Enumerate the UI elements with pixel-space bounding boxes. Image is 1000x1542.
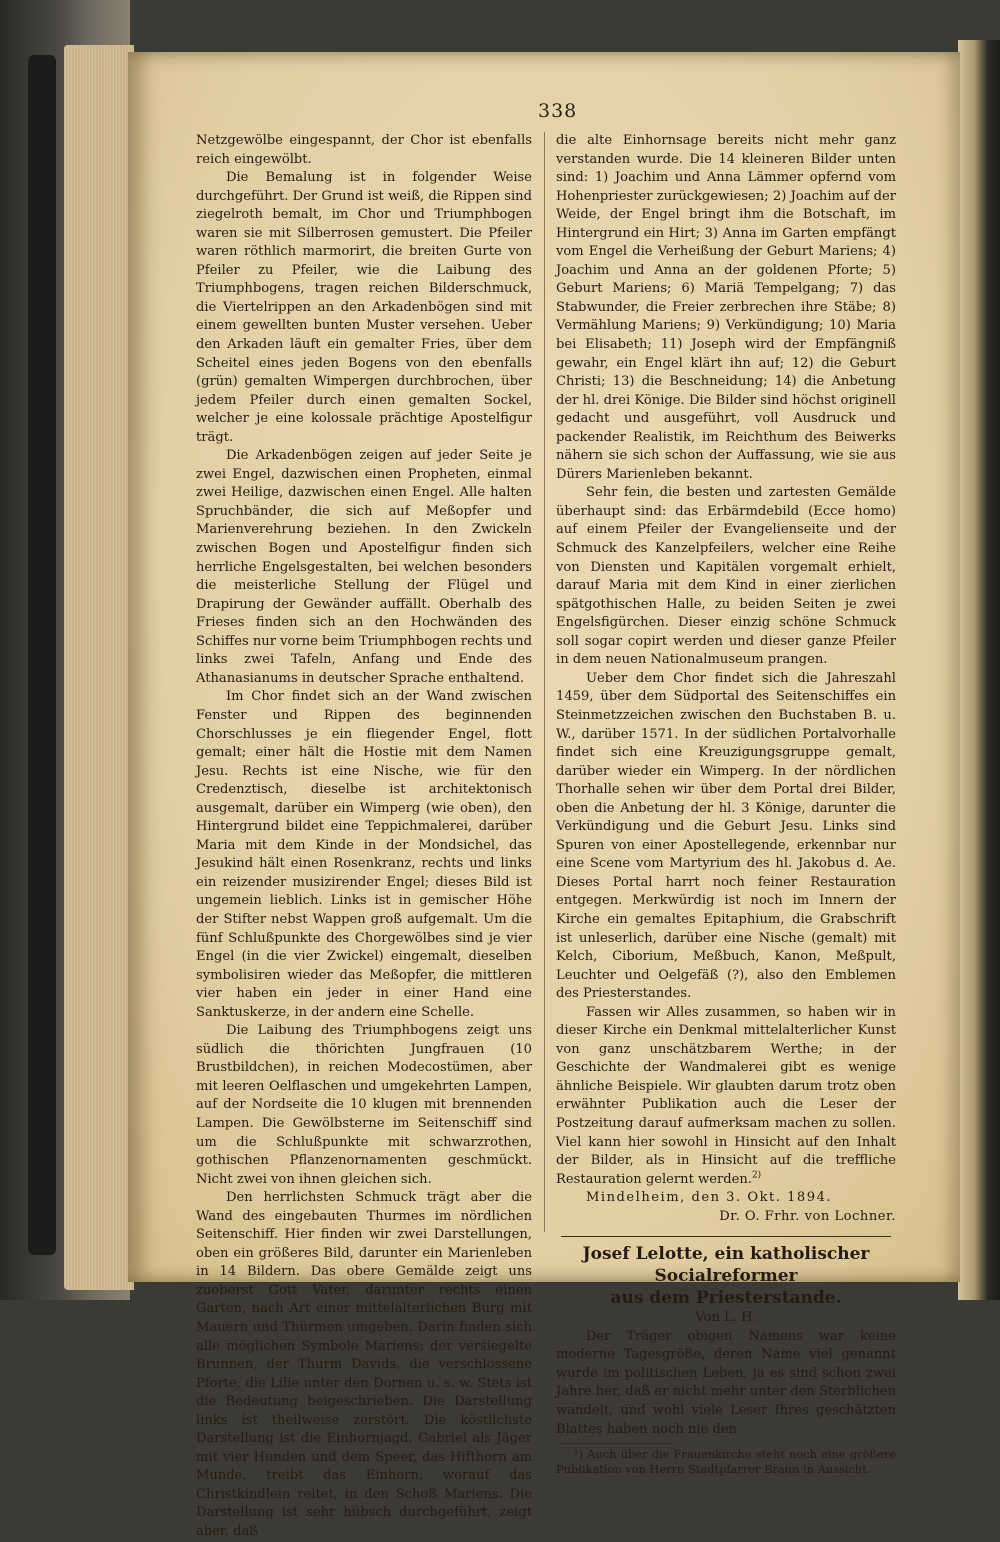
paragraph xyxy=(556,1004,896,1189)
column-divider xyxy=(544,132,545,1232)
paragraph: Ueber dem Chor findet sich die Jahreszahl 1459, über dem Südportal des Seitenschiffes ein Steinmetzzeichen zwischen den Buchstaben B. u. W., darüber 1571. In der südlichen Portalvorhalle findet sich eine Kreuzigungsgruppe gemalt, darüber wieder ein Wimperg. In der nördlichen Thorhalle sehen wir über dem Portal drei Bilder, oben die Anbetung der hl. 3 Könige, darunter die Verkündigung und die Geburt Jesu. Links sind Spuren von einer Apostellegende, erkennbar nur eine Scene vom Martyrium des hl. Jakobus d. Ae. Dieses Portal harrt noch feiner Restauration entgegen. Merkwürdig ist noch im Innern der Kirche ein gemaltes Epitaphium, die Grabschrift ist unleserlich, darüber eine Nische (gemalt) mit Kelch, Ciborium, Meßbuch, Kanon, Meßpult, Leuchter und Oelgefäß (?), also den Emblemen des Priesterstandes. xyxy=(556,670,896,1002)
footnote: ²) Auch über die Frauenkirche steht noch eine größere Publikation von Herrn Stadtpfarrer Braun in Aussicht. xyxy=(556,1447,896,1477)
page-number: 338 xyxy=(538,100,578,122)
paragraph: Die Laibung des Triumphbogens zeigt uns südlich die thörichten Jungfrauen (10 Brustbildchen), in reichen Modecostümen, aber mit leeren Oelflaschen und umgekehrten Lampen, auf der Nordseite die 10 klugen mit brennenden Lampen. Die Gewölbsterne im Seitenschiff sind um die Schlußpunkte mit schwarzrothen, gothischen Pflanzenornamenten geschmückt. Nicht zwei von ihnen gleichen sich. xyxy=(196,1023,532,1187)
article-title-line-2: aus dem Priesterstande. xyxy=(610,1288,842,1309)
left-column xyxy=(196,132,532,1542)
dateline: Mindelheim, den 3. Okt. 1894. xyxy=(586,1190,833,1206)
article-body: Der Träger obigen Namens war keine moderne Tagesgröße, deren Name viel genannt wurde im politischen Leben, ja es sind schon zwei Jahre her, daß er nicht mehr unter den Sterblichen wandelt, und wohl viele Leser Ihres geschätzten Blattes haben noch nie den xyxy=(556,1328,896,1437)
footnote-reference: 2) xyxy=(751,1170,762,1181)
paragraph: Im Chor findet sich an der Wand zwischen Fenster und Rippen des beginnenden Chorschlusses je ein fliegender Engel, flott gemalt; einer hält die Hostie mit dem Namen Jesu. Rechts ist eine Nische, wie für den Credenztisch, dieselbe ist architektonisch ausgemalt, darüber ein Wimperg (wie oben), den Hintergrund bildet eine Teppichmalerei, darüber Maria mit dem Kinde in der Mondsichel, das Jesukind hält einen Rosenkranz, rechts und links ein reizender musizirender Engel; dieses Bild ist ungemein lieblich. Links ist in gemischer Höhe der Stifter nebst Wappen groß aufgemalt. Um die fünf Schlußpunkte des Chorgewölbes sind je vier Engel (in die vier Zwickel) eingemalt, dieselben symbolisiren wieder das Meßopfer, die mittleren vier haben ein jeder in einer Hand eine Sanktuskerze, in der andern eine Schelle. xyxy=(196,689,532,1020)
paragraph: Die Bemalung ist in folgender Weise durchgeführt. Der Grund ist weiß, die Rippen sind ziegelroth bemalt, im Chor und Triumphbogen waren sie mit Silberrosen gemustert. Die Pfeiler waren röthlich marmorirt, die breiten Gurte von Pfeiler zu Pfeiler, wie die Laibung des Triumphbogens, tragen reichen Bilderschmuck, die Viertelrippen an den Arkadenbögen sind mit einem gewellten bunten Muster versehen. Ueber den Arkaden läuft ein gemalter Fries, über dem Scheitel eines jeden Bogens von den ebenfalls (grün) gemalten Wimpergen durchbrochen, über jedem Pfeiler durch einen gemalten Sockel, welcher je eine kolossale prächtige Apostelfigur trägt. xyxy=(196,170,532,445)
footnote-rule xyxy=(556,1443,676,1444)
paragraph: die alte Einhornsage bereits nicht mehr ganz verstanden wurde. Die 14 kleineren Bilder unten sind: 1) Joachim und Anna Lämmer opfernd vom Hohenpriester zurückgewiesen; 2) Joachim auf der Weide, der Engel bringt ihm die Botschaft, im Hintergrund ein Hirt; 3) Anna im Garten empfängt vom Engel die Verheißung der Geburt Mariens; 4) Joachim und Anna an der goldenen Pforte; 5) Geburt Mariens; 6) Mariä Tempelgang; 7) das Stabwunder, die Freier zerbrechen ihre Stäbe; 8) Vermählung Mariens; 9) Verkündigung; 10) Maria bei Elisabeth; 11) Joseph wird der Empfängniß gewahr, ein Engel klärt ihn auf; 12) die Geburt Christi; 13) die Beschneidung; 14) die Anbetung der hl. drei Könige. Die Bilder sind höchst originell gedacht und ausgeführt, voll Ausdruck und packender Realistik, im Reichthum des Beiwerks nähern sie sich schon der Auffassung, wie sie aus Dürers Marienleben bekannt. xyxy=(556,133,896,482)
paragraph: Die Arkadenbögen zeigen auf jeder Seite je zwei Engel, dazwischen einen Propheten, einmal zwei Heilige, dazwischen einen Engel. Alle halten Spruchbänder, die sich auf Meßopfer und Marienverehrung beziehen. In den Zwickeln zwischen Bogen und Apostelfigur finden sich herrliche Engelsgestalten, bei welchen besonders die meisterliche Stellung der Flügel und Drapirung der Gewänder auffällt. Oberhalb des Frieses finden sich an den Hochwänden des Schiffes nur vorne beim Triumphbogen rechts und links zwei Tafeln, Anfang und Ende des Athanasianums in deutscher Sprache enthaltend. xyxy=(196,448,532,686)
paragraph-text: Fassen wir Alles zusammen, so haben wir in dieser Kirche ein Denkmal mittelalterlicher Kunst von ganz unschätzbarem Werthe; in der Geschichte der Wandmalerei gibt es wenige ähnliche Beispiele. Wir glaubten darum trotz oben erwähnter Publikation auch die Leser der Postzeitung darauf aufmerksam machen zu sollen. Viel kann hier sowohl in Hinsicht auf den Inhalt der Bilder, als in Hinsicht auf die treffliche Restauration gelernt werden. xyxy=(556,1004,896,1187)
paragraph: Den herrlichsten Schmuck trägt aber die Wand des eingebauten Thurmes im nördlichen Seitenschiff. Hier finden wir zwei Darstellungen, oben ein größeres Bild, darunter ein Marienleben in 14 Bildern. Das obere Gemälde zeigt uns zuoberst Gott Vater, darunter rechts einen Garten, nach Art einer mittelalterlichen Burg mit Mauern und Thürmen umgeben. Darin finden sich alle möglichen Symbole Mariens: der versiegelte Brunnen, der Thurm Davids, die verschlossene Pforte, die Lilie unter den Dornen u. s. w. Stets ist die Bedeutung beigeschrieben. Die Darstellung links ist theilweise zerstört. Die köstlichste Darstellung ist die Einhornjagd. Gabriel als Jäger mit vier Hunden und dem Speer, das Hifthorn am Munde, treibt das Einhorn, worauf das Christkindlein reitet, in den Schoß Mariens. Die Darstellung ist sehr hübsch durchgeführt, zeigt aber, daß xyxy=(196,1190,532,1540)
article-byline: Von L. H. xyxy=(695,1310,757,1326)
book-binding-right xyxy=(958,40,1000,1300)
page-stack-edge xyxy=(64,45,134,1290)
article-title: Josef Lelotte, ein katholischer Socialreformer xyxy=(582,1244,870,1287)
right-column xyxy=(556,132,896,1477)
author-signature: Dr. O. Frhr. von Lochner. xyxy=(719,1208,896,1224)
book-cover-edge xyxy=(28,55,56,1255)
article-separator xyxy=(561,1236,891,1237)
paragraph: Sehr fein, die besten und zartesten Gemälde überhaupt sind: das Erbärmdebild (Ecce homo) auf einem Pfeiler der Evangelienseite und der Schmuck des Kanzelpfeilers, welcher eine Reihe von Diensten und Kapitälen vorgemalt erhielt, darauf Maria mit dem Kind in einer zierlichen spätgothischen Halle, zu beiden Seiten je zwei Engelsfigürchen. Dieser einzig schöne Schmuck soll sogar copirt werden und dieser ganze Pfeiler in dem neuen Nationalmuseum prangen. xyxy=(556,485,896,668)
paragraph: Netzgewölbe eingespannt, der Chor ist ebenfalls reich eingewölbt. xyxy=(196,133,532,167)
book-page xyxy=(128,52,960,1540)
